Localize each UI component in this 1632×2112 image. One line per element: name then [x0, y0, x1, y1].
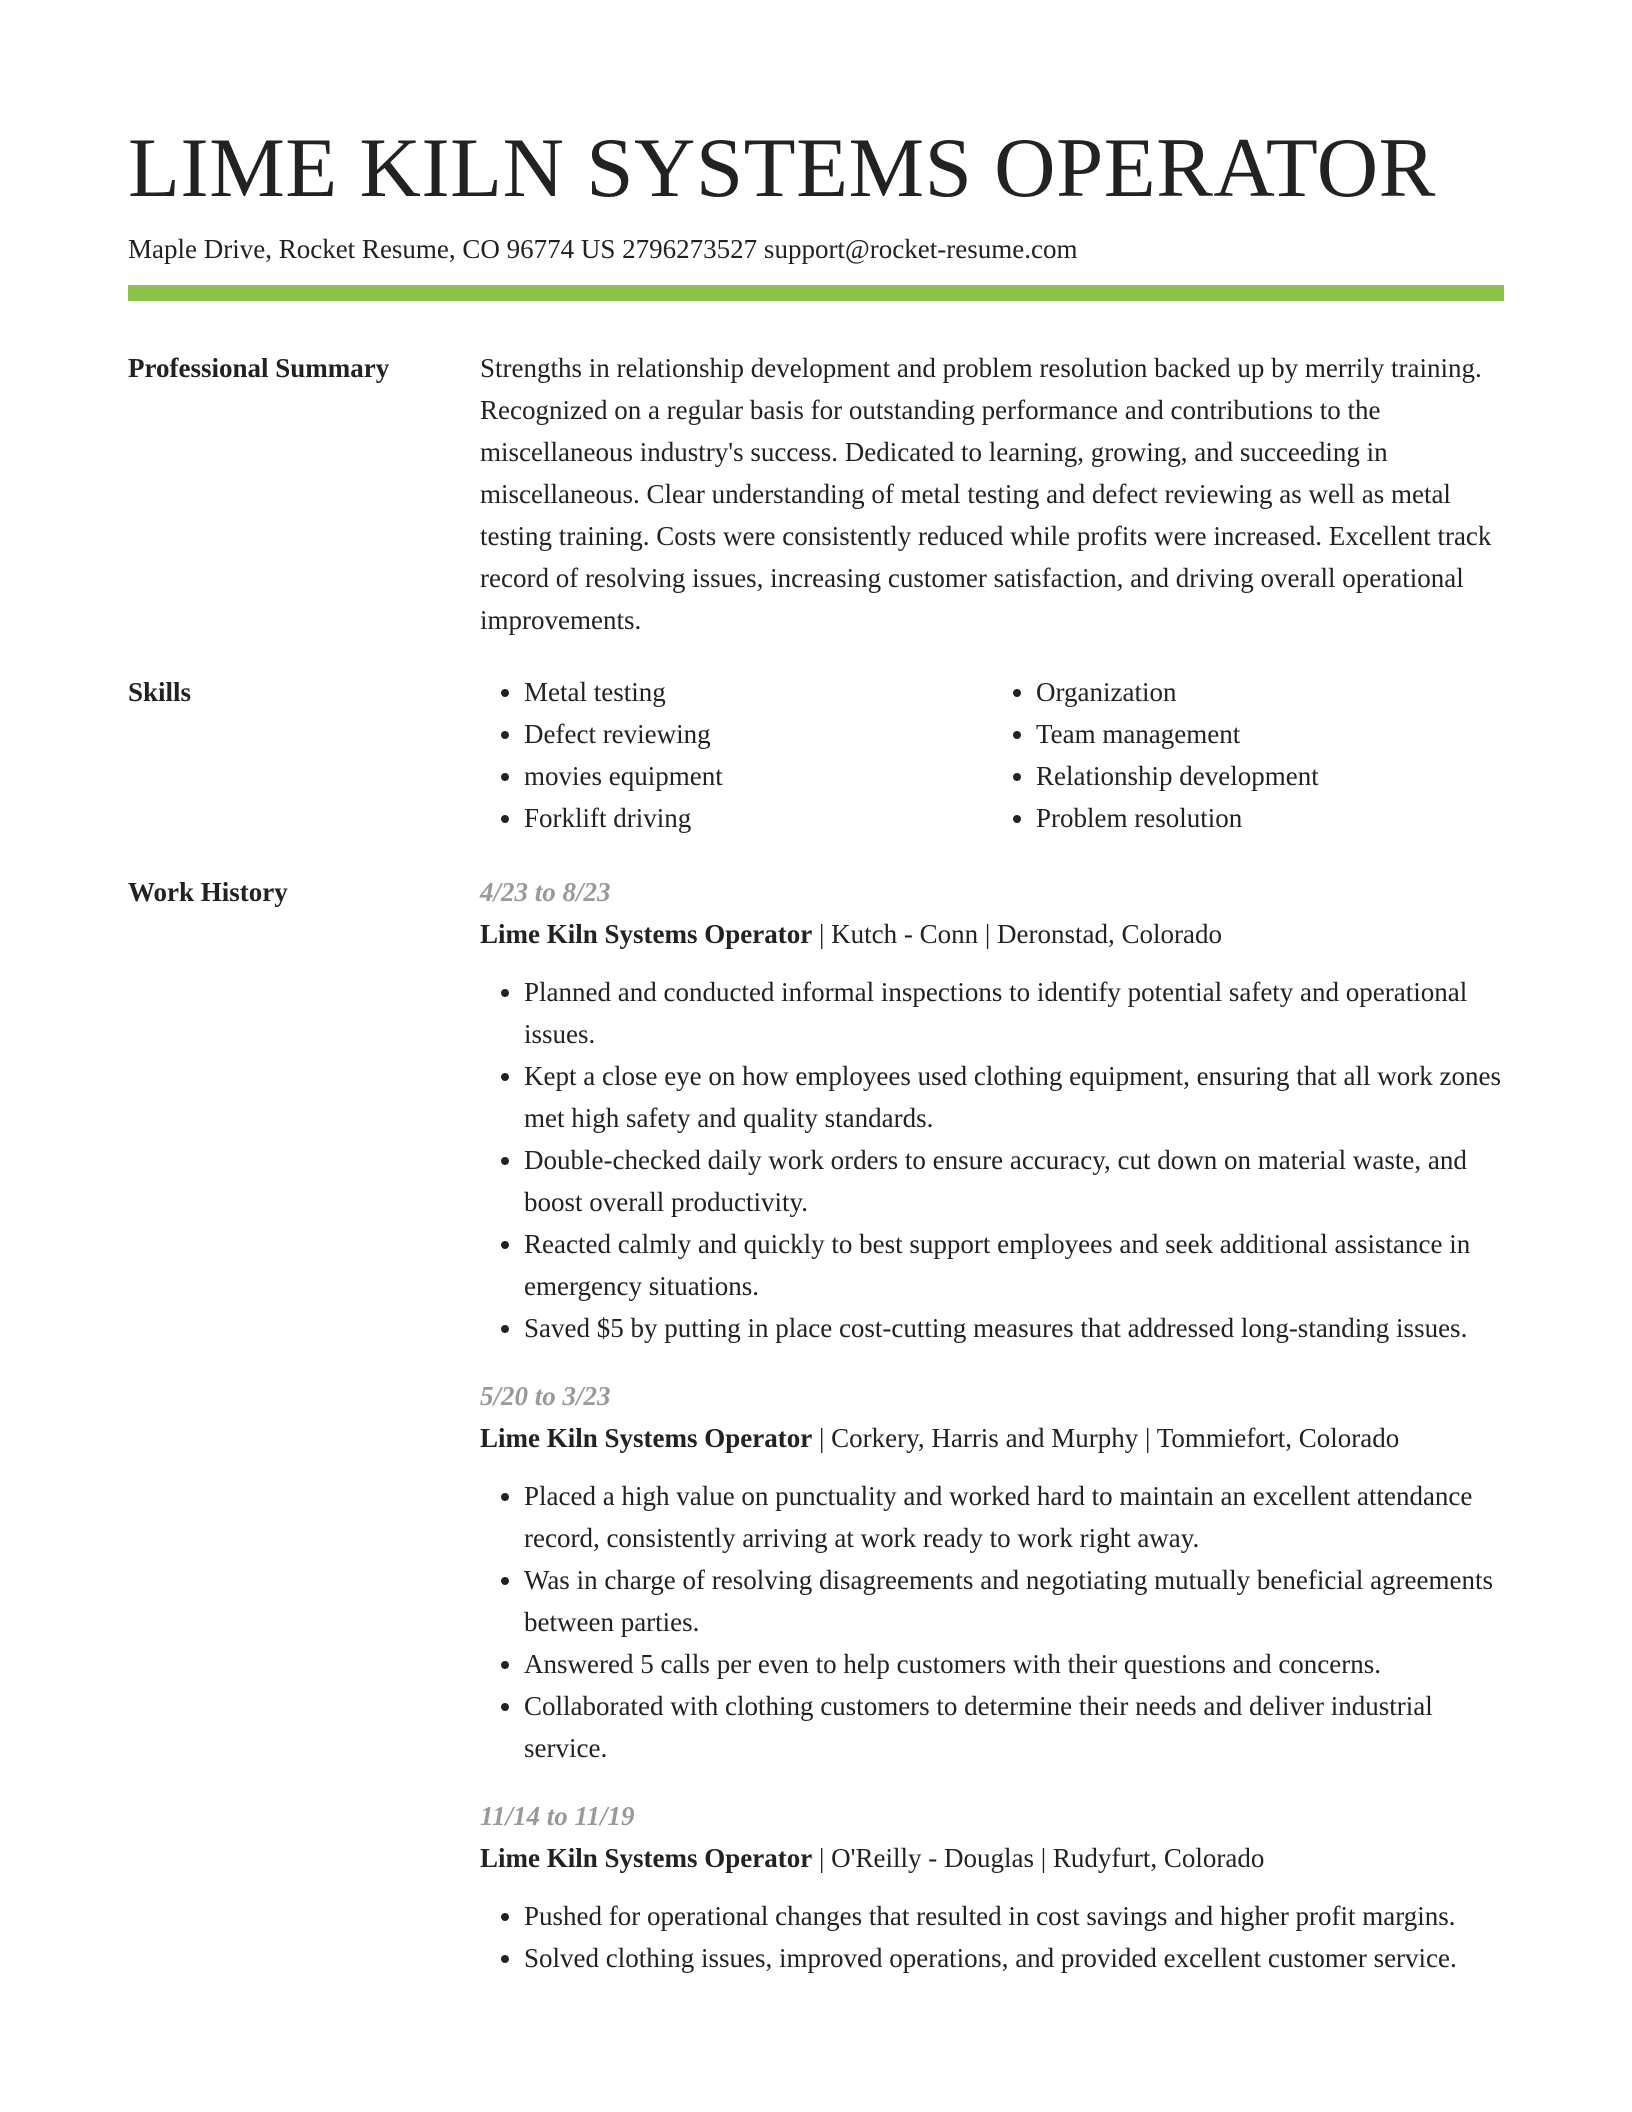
summary-label: Professional Summary	[128, 353, 390, 383]
job-title-line	[480, 1417, 1504, 1459]
summary-body	[480, 347, 1504, 641]
skills-list-left	[480, 671, 992, 839]
job-title: Lime Kiln Systems Operator	[480, 919, 813, 949]
skill-item: • Defect reviewing	[524, 713, 992, 755]
job-bullet: • Reacted calmly and quickly to best support employees and seek additional assistance in emergency situations.	[524, 1223, 1504, 1307]
job-bullet: • Planned and conducted informal inspections to identify potential safety and operational issues.	[524, 971, 1504, 1055]
job-title: Lime Kiln Systems Operator	[480, 1423, 813, 1453]
job-bullet: • Solved clothing issues, improved operations, and provided excellent customer service.	[524, 1937, 1504, 1979]
resume-name-heading: LIME KILN SYSTEMS OPERATOR	[128, 121, 1436, 215]
job-bullet: • Pushed for operational changes that resulted in cost savings and higher profit margins.	[524, 1895, 1504, 1937]
job-bullet-list	[480, 1475, 1504, 1769]
job-entry	[480, 1795, 1504, 1979]
skills-list-right	[992, 671, 1504, 839]
skill-item: • movies equipment	[524, 755, 992, 797]
job-dates: 11/14 to 11/19	[480, 1801, 635, 1831]
job-title: Lime Kiln Systems Operator	[480, 1843, 813, 1873]
job-title-line	[480, 1837, 1504, 1879]
skill-item: • Problem resolution	[1036, 797, 1504, 839]
job-bullet-list	[480, 971, 1504, 1349]
contact-line: Maple Drive, Rocket Resume, CO 96774 US 2796273527 support@rocket-resume.com	[128, 234, 1078, 264]
job-bullet-list	[480, 1895, 1504, 1979]
job-details: | O'Reilly - Douglas | Rudyfurt, Colorado	[812, 1843, 1265, 1873]
job-details: | Corkery, Harris and Murphy | Tommiefort, Colorado	[812, 1423, 1400, 1453]
skill-item: • Metal testing	[524, 671, 992, 713]
job-dates: 4/23 to 8/23	[480, 877, 611, 907]
skills-label: Skills	[128, 677, 192, 707]
job-title-line	[480, 913, 1504, 955]
job-bullet: • Saved $5 by putting in place cost-cutting measures that addressed long-standing issues.	[524, 1307, 1504, 1349]
skill-item: • Team management	[1036, 713, 1504, 755]
work-history-label: Work History	[128, 877, 288, 907]
skill-item: • Forklift driving	[524, 797, 992, 839]
job-entry	[480, 1375, 1504, 1769]
job-bullet: • Double-checked daily work orders to ensure accuracy, cut down on material waste, and boost overall productivity.	[524, 1139, 1504, 1223]
skills-grid	[480, 671, 1504, 839]
accent-divider	[128, 285, 1504, 301]
summary-text: Strengths in relationship development and problem resolution backed up by merrily training. Recognized on a regular basis for outstanding performance and contributions to the miscellaneous industry's success. Dedicated to learning, growing, and succeeding in miscellaneous. Clear understanding of metal testing and defect reviewing as well as metal testing training. Costs were consistently reduced while profits were increased. Excellent track record of resolving issues, increasing customer satisfaction, and driving overall operational improvements.	[480, 353, 1492, 635]
work-history-body	[480, 871, 1504, 2005]
skill-item: • Relationship development	[1036, 755, 1504, 797]
skills-body	[480, 671, 1504, 839]
job-bullet: • Answered 5 calls per even to help customers with their questions and concerns.	[524, 1643, 1504, 1685]
job-bullet: • Collaborated with clothing customers to determine their needs and deliver industrial service.	[524, 1685, 1504, 1769]
job-bullet: • Kept a close eye on how employees used clothing equipment, ensuring that all work zones met high safety and quality standards.	[524, 1055, 1504, 1139]
job-bullet: • Placed a high value on punctuality and worked hard to maintain an excellent attendance record, consistently arriving at work ready to work right away.	[524, 1475, 1504, 1559]
job-bullet: • Was in charge of resolving disagreements and negotiating mutually beneficial agreements between parties.	[524, 1559, 1504, 1643]
job-details: | Kutch - Conn | Deronstad, Colorado	[812, 919, 1222, 949]
skill-item: • Organization	[1036, 671, 1504, 713]
job-dates: 5/20 to 3/23	[480, 1381, 611, 1411]
job-entry	[480, 871, 1504, 1349]
